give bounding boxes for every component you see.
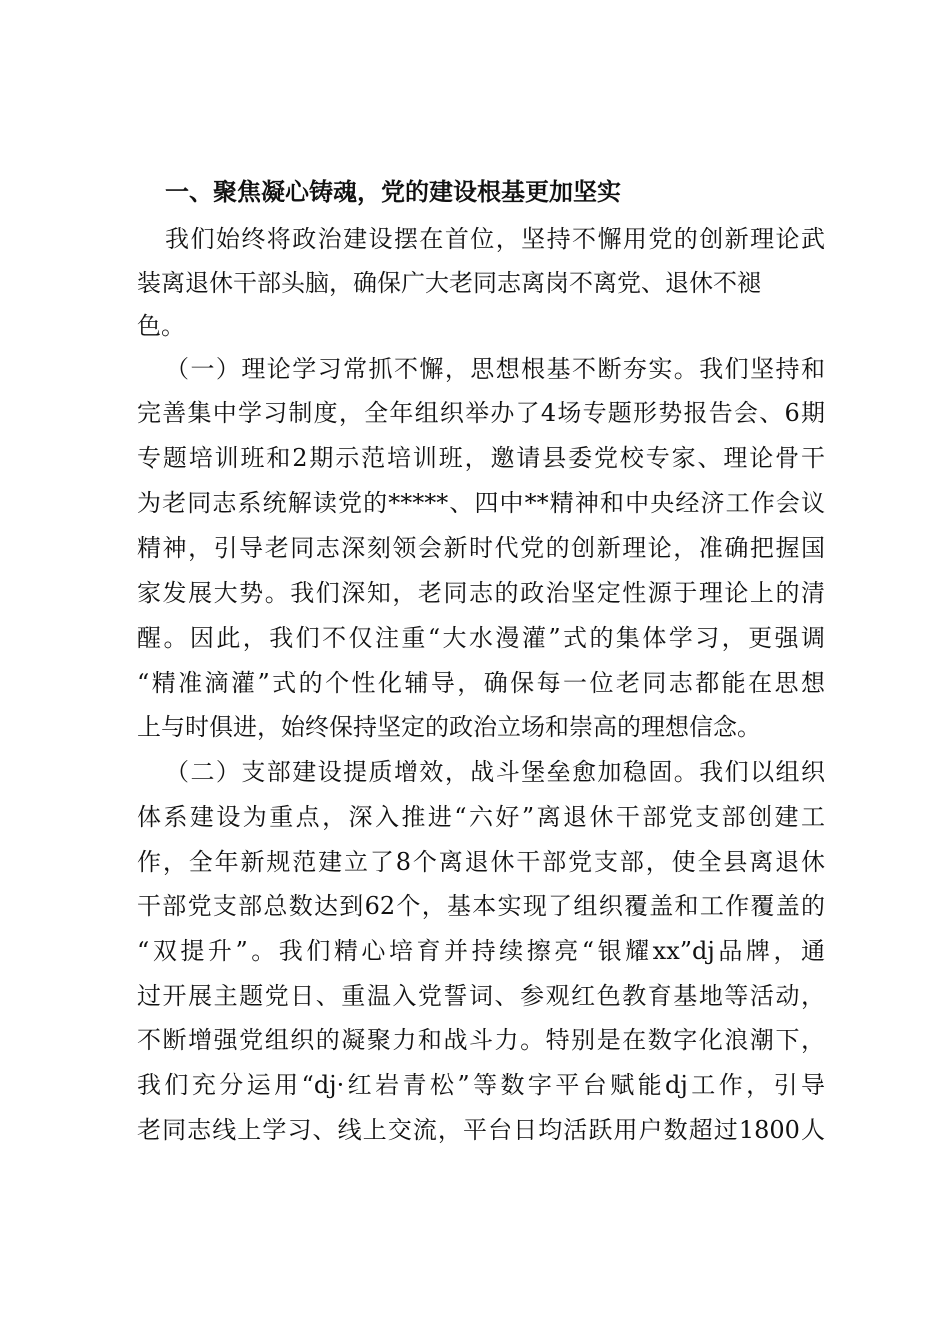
text-line: 醒。因此，我们不仅注重“大水漫灌”式的集体学习，更强调 [137,624,825,652]
text-line: 上与时俱进，始终保持坚定的政治立场和崇高的理想信念。 [137,713,761,741]
text-line: 我们始终将政治建设摆在首位，坚持不懈用党的创新理论武 [165,225,825,253]
text-line: 作，全年新规范建立了8个离退休干部党支部，使全县离退休 [137,848,825,876]
text-line: （二）支部建设提质增效，战斗堡垒愈加稳固。我们以组织 [165,758,825,786]
text-line: 色。 [137,312,185,340]
text-line: 干部党支部总数达到62个，基本实现了组织覆盖和工作覆盖的 [137,892,825,920]
text-line: （一）理论学习常抓不懈，思想根基不断夯实。我们坚持和 [165,355,825,383]
text-line: 过开展主题党日、重温入党誓词、参观红色教育基地等活动， [137,982,825,1010]
text-line: 精神，引导老同志深刻领会新时代党的创新理论，准确把握国 [137,534,825,562]
text-line: 体系建设为重点，深入推进“六好”离退休干部党支部创建工 [137,803,825,831]
text-line: 不断增强党组织的凝聚力和战斗力。特别是在数字化浪潮下， [137,1026,825,1054]
text-line: 装离退休干部头脑，确保广大老同志离岗不离党、退休不褪 [137,269,761,297]
text-line: 完善集中学习制度，全年组织举办了4场专题形势报告会、6期 [137,399,825,427]
section-heading: 一、聚焦凝心铸魂，党的建设根基更加坚实 [165,178,621,206]
text-line: 专题培训班和2期示范培训班，邀请县委党校专家、理论骨干 [137,444,825,472]
text-line: 我们充分运用“dj·红岩青松”等数字平台赋能dj工作，引导 [137,1071,825,1099]
text-line: 老同志线上学习、线上交流，平台日均活跃用户数超过1800人 [137,1116,825,1144]
text-line: 家发展大势。我们深知，老同志的政治坚定性源于理论上的清 [137,579,825,607]
text-line: “精准滴灌”式的个性化辅导，确保每一位老同志都能在思想 [137,669,825,697]
text-line: “双提升”。我们精心培育并持续擦亮“银耀xx”dj品牌，通 [137,937,825,965]
text-line: 为老同志系统解读党的*****、四中**精神和中央经济工作会议 [137,489,825,517]
